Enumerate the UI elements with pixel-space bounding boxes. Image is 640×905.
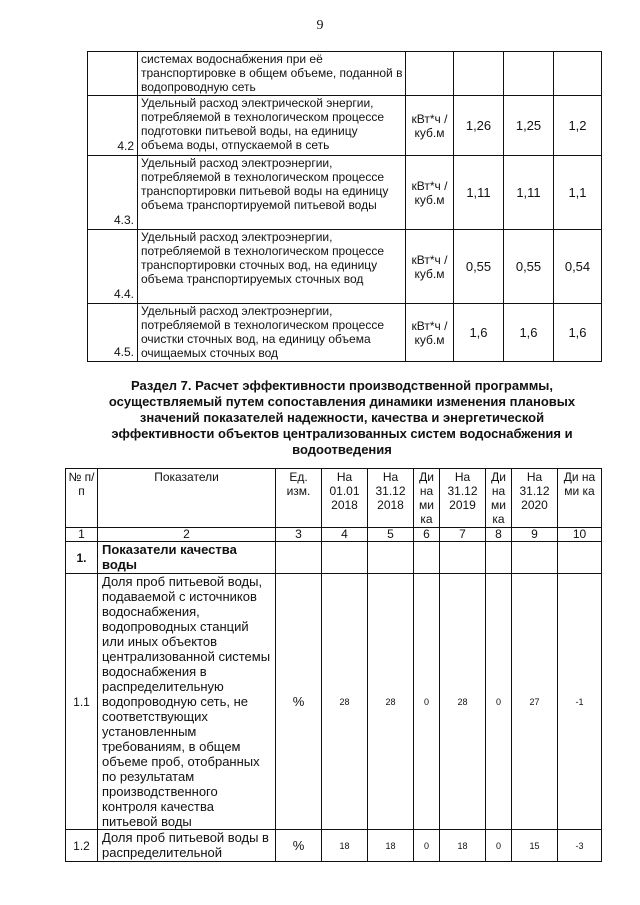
header-col6: Ди на ми ка (414, 469, 440, 528)
index-cell: 8 (486, 528, 512, 542)
index-cell: 9 (512, 528, 558, 542)
header-col5: На 31.12 2018 (368, 469, 414, 528)
value-cell: 28 (322, 574, 368, 830)
table-row (88, 52, 602, 96)
value-cell: 28 (440, 574, 486, 830)
index-cell: 1 (66, 528, 98, 542)
value-cell: -3 (558, 830, 602, 862)
value-cell: 1,11 (504, 156, 554, 230)
row-number: 4.3. (88, 156, 138, 230)
value-cell (454, 52, 504, 96)
indicator-text: Удельный расход электроэнергии, потребляемой в технологическом процессе очистки сточных вод, на единицу объема очищаемых сточных вод (138, 304, 406, 362)
table-row (66, 830, 602, 862)
value-cell (554, 52, 602, 96)
table-row (88, 156, 602, 230)
index-cell: 10 (558, 528, 602, 542)
value-cell: 0 (486, 830, 512, 862)
header-col10: Ди на ми ка (558, 469, 602, 528)
value-cell: 0,55 (504, 230, 554, 304)
value-cell (504, 52, 554, 96)
indicator-text: системах водоснабжения при её транспортировке в общем объеме, поданной в водопроводную сеть (138, 52, 406, 96)
value-cell: 1,26 (454, 96, 504, 156)
value-cell: 27 (512, 574, 558, 830)
value-cell: 18 (440, 830, 486, 862)
value-cell: 1,6 (504, 304, 554, 362)
unit-cell: кВт*ч / куб.м (406, 230, 454, 304)
value-cell: 0 (414, 830, 440, 862)
value-cell: 1,25 (504, 96, 554, 156)
table-row (66, 574, 602, 830)
header-row (66, 469, 602, 528)
table-row (88, 96, 602, 156)
row-number: 1.2 (66, 830, 98, 862)
value-cell: 18 (322, 830, 368, 862)
top-indicators-table (87, 51, 602, 362)
unit-cell: кВт*ч / куб.м (406, 96, 454, 156)
header-indicator: Показатели (98, 469, 276, 528)
value-cell: 1,2 (554, 96, 602, 156)
unit-cell (406, 52, 454, 96)
section-title: Показатели качества воды (98, 542, 276, 574)
row-number: 4.2 (88, 96, 138, 156)
row-number: 1.1 (66, 574, 98, 830)
header-col9: На 31.12 2020 (512, 469, 558, 528)
value-cell: 1,6 (554, 304, 602, 362)
section-row (66, 542, 602, 574)
indicator-text: Доля проб питьевой воды в распределительной (98, 830, 276, 862)
header-col4: На 01.01 2018 (322, 469, 368, 528)
row-number (88, 52, 138, 96)
value-cell: 0,55 (454, 230, 504, 304)
index-cell: 2 (98, 528, 276, 542)
header-unit: Ед. изм. (276, 469, 322, 528)
index-cell: 4 (322, 528, 368, 542)
indicator-text: Удельный расход электрической энергии, потребляемой в технологическом процессе подготовки питьевой воды, на единицу объема воды, отпускаемой в сеть (138, 96, 406, 156)
index-cell: 3 (276, 528, 322, 542)
indicator-text: Доля проб питьевой воды, подаваемой с источников водоснабжения, водопроводных станций или иных объектов централизованной системы водоснабжения в распределительную водопроводную сеть, не соответствующих установленным требованиям, в общем объеме проб, отобранных по результатам производственного контроля качества питьевой воды (98, 574, 276, 830)
value-cell: 1,6 (454, 304, 504, 362)
value-cell: 0 (486, 574, 512, 830)
index-cell: 6 (414, 528, 440, 542)
indicator-text: Удельный расход электроэнергии, потребляемой в технологическом процессе транспортировки питьевой воды на единицу объема транспортируемой питьевой воды (138, 156, 406, 230)
efficiency-table (65, 468, 602, 862)
index-cell: 5 (368, 528, 414, 542)
section-heading: Раздел 7. Расчет эффективности производственной программы, осуществляемый путем сопоставления динамики изменения плановых значений показателей надежности, качества и энергетической эффективности объектов централизованных систем водоснабжения и водоотведения (108, 378, 576, 457)
table-row (88, 304, 602, 362)
header-col8: Ди на ми ка (486, 469, 512, 528)
section-number: 1. (66, 542, 98, 574)
value-cell: 1,11 (454, 156, 504, 230)
value-cell: 1,1 (554, 156, 602, 230)
unit-cell: кВт*ч / куб.м (406, 156, 454, 230)
unit-cell: % (276, 574, 322, 830)
value-cell: -1 (558, 574, 602, 830)
row-number: 4.5. (88, 304, 138, 362)
value-cell: 15 (512, 830, 558, 862)
table-row (88, 230, 602, 304)
header-num: № п/п (66, 469, 98, 528)
value-cell: 0 (414, 574, 440, 830)
index-cell: 7 (440, 528, 486, 542)
value-cell: 28 (368, 574, 414, 830)
indicator-text: Удельный расход электроэнергии, потребляемой в технологическом процессе транспортировки сточных вод, на единицу объема транспортируемых сточных вод (138, 230, 406, 304)
header-col7: На 31.12 2019 (440, 469, 486, 528)
unit-cell: % (276, 830, 322, 862)
unit-cell: кВт*ч / куб.м (406, 304, 454, 362)
index-row (66, 528, 602, 542)
row-number: 4.4. (88, 230, 138, 304)
page-number: 9 (316, 18, 324, 33)
value-cell: 0,54 (554, 230, 602, 304)
value-cell: 18 (368, 830, 414, 862)
